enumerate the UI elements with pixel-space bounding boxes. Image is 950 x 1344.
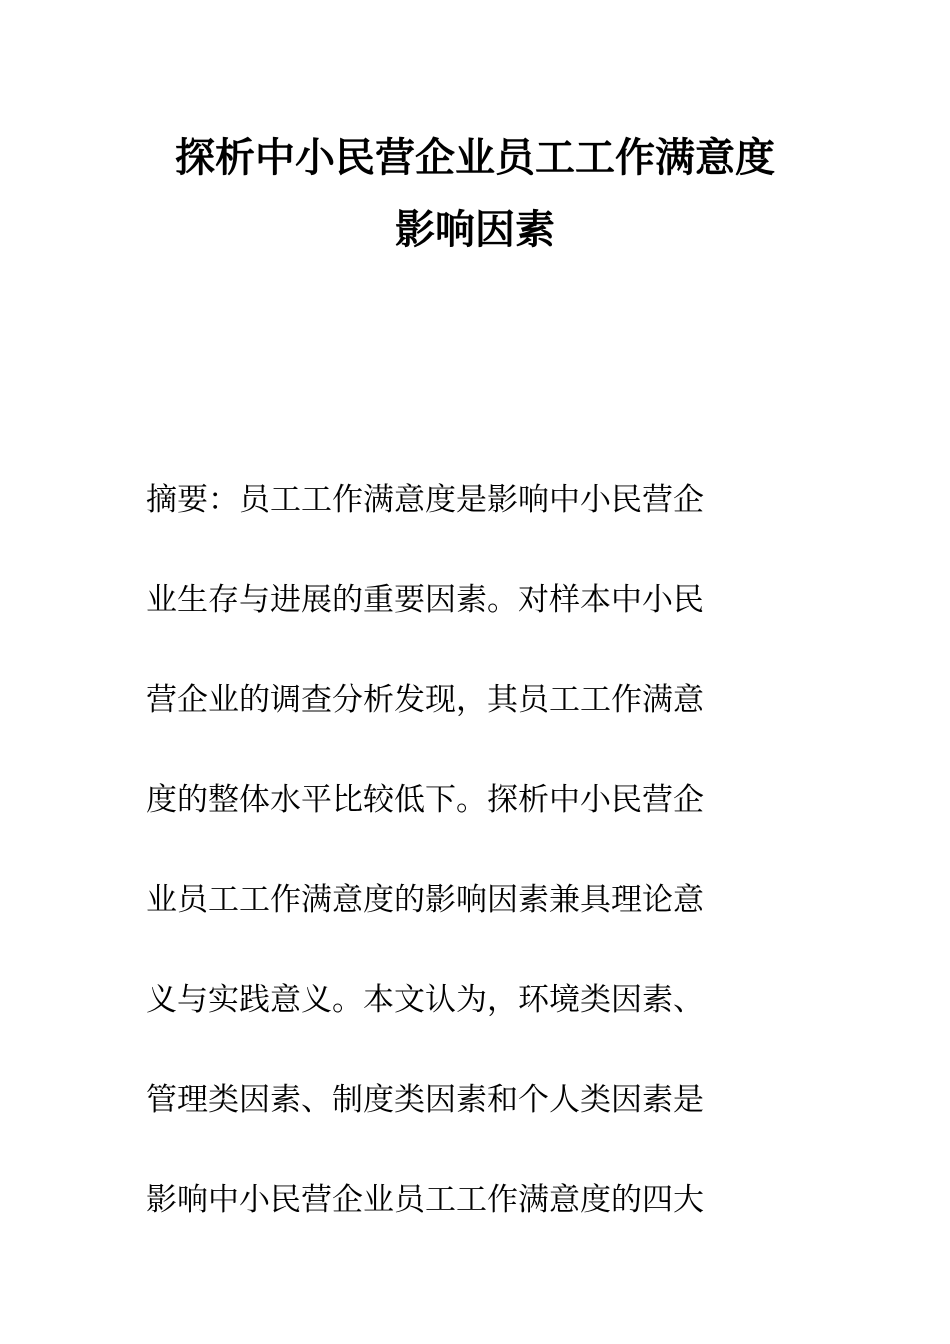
abstract-line-3: 营企业的调查分析发现，其员工工作满意 (146, 682, 704, 718)
abstract-line-2: 业生存与进展的重要因素。对样本中小民 (146, 582, 704, 618)
abstract-line-1: 摘要：员工工作满意度是影响中小民营企 (146, 482, 704, 518)
abstract-line-5: 业员工工作满意度的影响因素兼具理论意 (146, 882, 704, 918)
title-line-1: 探析中小民营企业员工工作满意度 (175, 134, 775, 181)
abstract-paragraph (146, 472, 786, 1272)
abstract-line-6: 义与实践意义。本文认为，环境类因素、 (146, 982, 704, 1018)
title-line-2: 影响因素 (395, 206, 555, 253)
document-title (0, 122, 950, 266)
abstract-line-7: 管理类因素、制度类因素和个人类因素是 (146, 1082, 704, 1118)
abstract-line-4: 度的整体水平比较低下。探析中小民营企 (146, 782, 704, 818)
abstract-line-8: 影响中小民营企业员工工作满意度的四大 (146, 1182, 704, 1218)
